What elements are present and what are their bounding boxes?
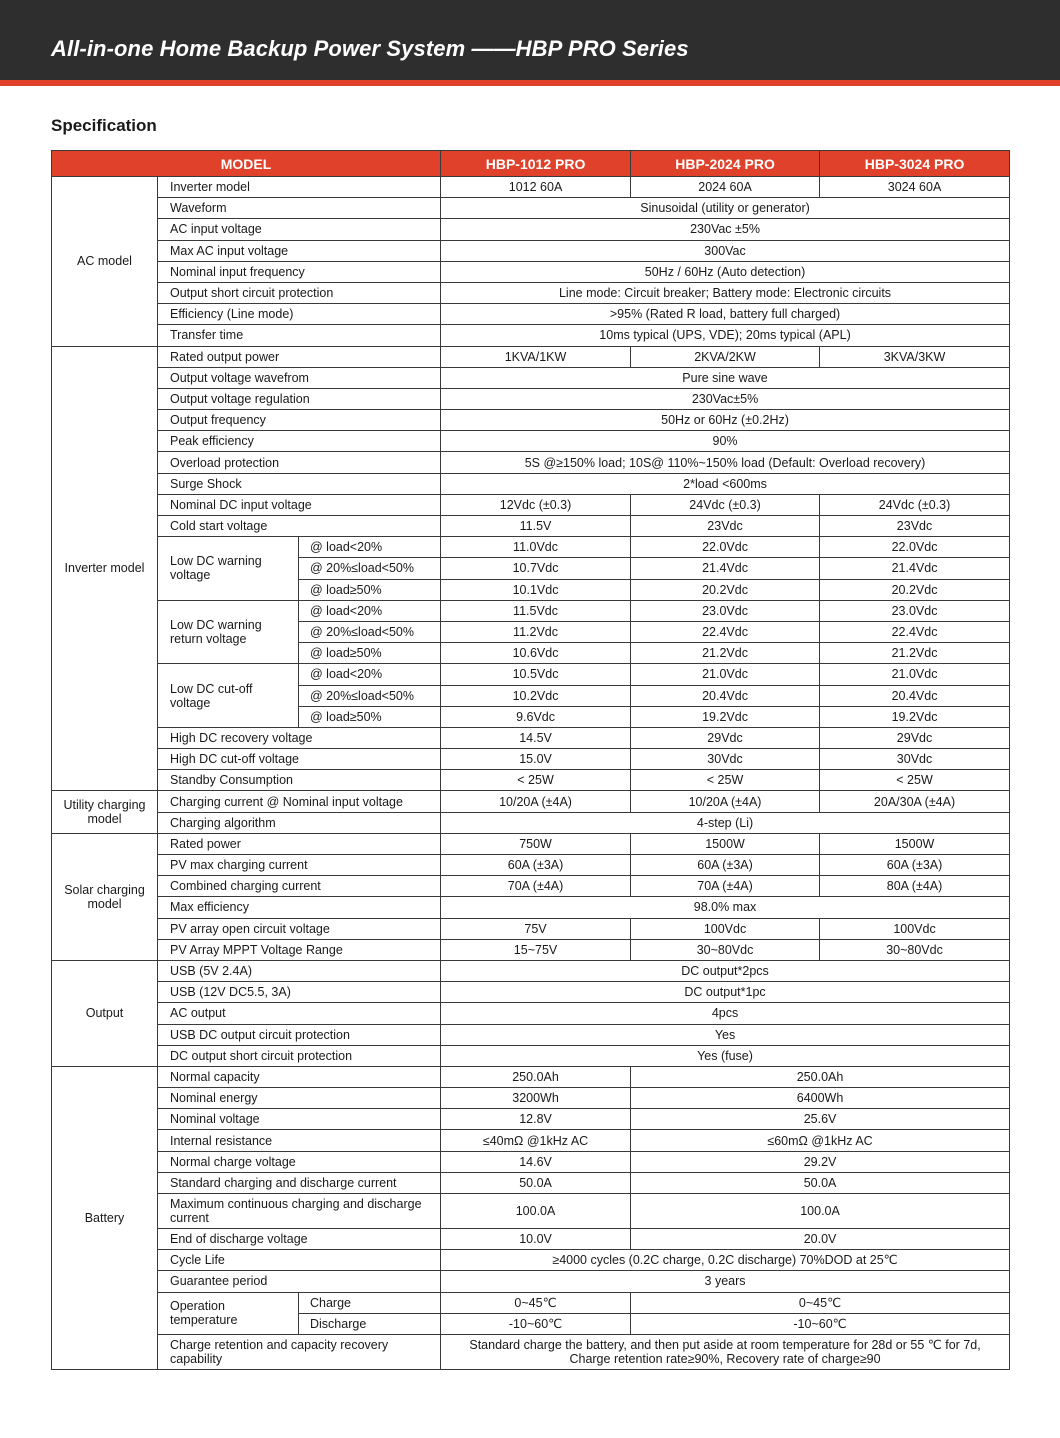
value-cell: 60A (±3A) [631, 855, 820, 876]
table-row [52, 1271, 1010, 1292]
table-row [52, 240, 1010, 261]
table-row [52, 1229, 1010, 1250]
param-label: USB (12V DC5.5, 3A) [158, 982, 441, 1003]
param-label: Output voltage regulation [158, 388, 441, 409]
table-row [52, 664, 1010, 685]
param-label: Waveform [158, 198, 441, 219]
table-row [52, 325, 1010, 346]
value-cell: 23Vdc [820, 516, 1010, 537]
table-row [52, 1194, 1010, 1229]
param-label: High DC recovery voltage [158, 727, 441, 748]
section-title: Specification [51, 116, 157, 135]
value-cell: 22.0Vdc [820, 537, 1010, 558]
table-row [52, 897, 1010, 918]
value-cell: 30Vdc [631, 749, 820, 770]
group-inverter: Inverter model [52, 346, 158, 791]
value-cell: 23.0Vdc [820, 600, 1010, 621]
table-row [52, 261, 1010, 282]
value-cell: 1012 60A [441, 177, 631, 198]
header-hbp-3024: HBP-3024 PRO [820, 151, 1010, 177]
specification-table [51, 150, 1010, 1370]
param-label: Output short circuit protection [158, 282, 441, 303]
value-cell: 0~45℃ [441, 1292, 631, 1313]
value-cell: DC output*1pc [441, 982, 1010, 1003]
value-cell: Sinusoidal (utility or generator) [441, 198, 1010, 219]
value-cell: 50.0A [441, 1172, 631, 1193]
condition-label: @ load≥50% [299, 579, 441, 600]
param-label: Overload protection [158, 452, 441, 473]
param-label: End of discharge voltage [158, 1229, 441, 1250]
value-cell: Yes (fuse) [441, 1045, 1010, 1066]
table-row [52, 770, 1010, 791]
table-row [52, 1250, 1010, 1271]
param-label: USB DC output circuit protection [158, 1024, 441, 1045]
param-label: Low DC cut-off voltage [158, 664, 299, 728]
condition-label: Discharge [299, 1313, 441, 1334]
param-label: Standby Consumption [158, 770, 441, 791]
param-label: Output voltage wavefrom [158, 367, 441, 388]
value-cell: 50Hz / 60Hz (Auto detection) [441, 261, 1010, 282]
value-cell: 4pcs [441, 1003, 1010, 1024]
value-cell: 250.0Ah [631, 1066, 1010, 1087]
value-cell: 10.5Vdc [441, 664, 631, 685]
param-label: Nominal DC input voltage [158, 494, 441, 515]
value-cell: 2024 60A [631, 177, 820, 198]
value-cell: 100Vdc [820, 918, 1010, 939]
value-cell: ≤60mΩ @1kHz AC [631, 1130, 1010, 1151]
table-row [52, 918, 1010, 939]
table-row [52, 177, 1010, 198]
param-label: Cold start voltage [158, 516, 441, 537]
param-label: AC input voltage [158, 219, 441, 240]
param-label: Rated output power [158, 346, 441, 367]
value-cell: 75V [441, 918, 631, 939]
param-label: Rated power [158, 833, 441, 854]
value-cell: 50Hz or 60Hz (±0.2Hz) [441, 410, 1010, 431]
value-cell: DC output*2pcs [441, 960, 1010, 981]
param-label: USB (5V 2.4A) [158, 960, 441, 981]
value-cell: 15.0V [441, 749, 631, 770]
param-label: Cycle Life [158, 1250, 441, 1271]
value-cell: 15~75V [441, 939, 631, 960]
value-cell: < 25W [441, 770, 631, 791]
param-label: Internal resistance [158, 1130, 441, 1151]
value-cell: < 25W [631, 770, 820, 791]
value-cell: 3KVA/3KW [820, 346, 1010, 367]
param-label: Nominal input frequency [158, 261, 441, 282]
param-label: Max efficiency [158, 897, 441, 918]
param-label: PV array open circuit voltage [158, 918, 441, 939]
value-cell: 70A (±4A) [631, 876, 820, 897]
table-row [52, 1172, 1010, 1193]
value-cell: 20.2Vdc [631, 579, 820, 600]
condition-label: @ 20%≤load<50% [299, 558, 441, 579]
table-row [52, 516, 1010, 537]
header-accent-stripe [0, 80, 1060, 86]
table-row [52, 939, 1010, 960]
value-cell: 10.2Vdc [441, 685, 631, 706]
param-label: Max AC input voltage [158, 240, 441, 261]
value-cell: 3024 60A [820, 177, 1010, 198]
param-label: Operation temperature [158, 1292, 299, 1334]
table-row [52, 494, 1010, 515]
param-label: AC output [158, 1003, 441, 1024]
param-label: Surge Shock [158, 473, 441, 494]
table-row [52, 410, 1010, 431]
table-row [52, 388, 1010, 409]
group-utility-charging: Utility charging model [52, 791, 158, 833]
param-label: Normal charge voltage [158, 1151, 441, 1172]
value-cell: 21.0Vdc [820, 664, 1010, 685]
value-cell: 100.0A [631, 1194, 1010, 1229]
param-label: Maximum continuous charging and discharge current [158, 1194, 441, 1229]
value-cell: 3 years [441, 1271, 1010, 1292]
value-cell: 2KVA/2KW [631, 346, 820, 367]
table-row [52, 1003, 1010, 1024]
value-cell: 20A/30A (±4A) [820, 791, 1010, 812]
table-row [52, 1292, 1010, 1313]
value-cell: 100.0A [441, 1194, 631, 1229]
value-cell: Line mode: Circuit breaker; Battery mode: Electronic circuits [441, 282, 1010, 303]
value-line: Charge retention rate≥90%, Recovery rate of charge≥90 [569, 1351, 881, 1366]
param-label: Normal capacity [158, 1066, 441, 1087]
value-cell: 30~80Vdc [631, 939, 820, 960]
param-label: PV Array MPPT Voltage Range [158, 939, 441, 960]
table-row [52, 1066, 1010, 1087]
value-cell: 21.4Vdc [820, 558, 1010, 579]
table-row [52, 219, 1010, 240]
value-cell: 11.5Vdc [441, 600, 631, 621]
value-cell: 11.2Vdc [441, 621, 631, 642]
value-cell: 22.0Vdc [631, 537, 820, 558]
table-row [52, 1334, 1010, 1369]
param-label: DC output short circuit protection [158, 1045, 441, 1066]
table-row [52, 600, 1010, 621]
param-label: Peak efficiency [158, 431, 441, 452]
table-row [52, 833, 1010, 854]
value-cell: 24Vdc (±0.3) [820, 494, 1010, 515]
group-output: Output [52, 960, 158, 1066]
value-cell: 1500W [631, 833, 820, 854]
value-cell: 30~80Vdc [820, 939, 1010, 960]
group-solar-charging: Solar charging model [52, 833, 158, 960]
param-label: Standard charging and discharge current [158, 1172, 441, 1193]
table-header-row [52, 151, 1010, 177]
value-cell: 29Vdc [820, 727, 1010, 748]
value-cell: 11.5V [441, 516, 631, 537]
condition-label: @ 20%≤load<50% [299, 621, 441, 642]
value-cell: 12Vdc (±0.3) [441, 494, 631, 515]
value-cell: 21.0Vdc [631, 664, 820, 685]
param-label: Low DC warning voltage [158, 537, 299, 601]
table-row [52, 304, 1010, 325]
table-row [52, 367, 1010, 388]
value-cell: 23.0Vdc [631, 600, 820, 621]
table-row [52, 473, 1010, 494]
table-row [52, 1088, 1010, 1109]
param-label: Charging algorithm [158, 812, 441, 833]
value-cell: 3200Wh [441, 1088, 631, 1109]
value-cell: 21.2Vdc [631, 643, 820, 664]
table-row [52, 1151, 1010, 1172]
value-cell: 14.6V [441, 1151, 631, 1172]
value-cell: 230Vac±5% [441, 388, 1010, 409]
value-cell: 20.2Vdc [820, 579, 1010, 600]
param-label: Charge retention and capacity recovery capability [158, 1334, 441, 1369]
table-row [52, 960, 1010, 981]
table-row [52, 1130, 1010, 1151]
value-cell: 9.6Vdc [441, 706, 631, 727]
param-label: Transfer time [158, 325, 441, 346]
value-cell: 22.4Vdc [631, 621, 820, 642]
table-row [52, 1024, 1010, 1045]
table-row [52, 749, 1010, 770]
value-cell: 20.0V [631, 1229, 1010, 1250]
value-cell: 10/20A (±4A) [441, 791, 631, 812]
value-cell: 14.5V [441, 727, 631, 748]
param-label: Efficiency (Line mode) [158, 304, 441, 325]
condition-label: @ 20%≤load<50% [299, 685, 441, 706]
value-cell: Yes [441, 1024, 1010, 1045]
value-cell: ≥4000 cycles (0.2C charge, 0.2C discharge) 70%DOD at 25℃ [441, 1250, 1010, 1271]
value-cell [441, 1334, 1010, 1369]
table-row [52, 431, 1010, 452]
table-row [52, 198, 1010, 219]
value-cell: 10/20A (±4A) [631, 791, 820, 812]
value-cell: 60A (±3A) [441, 855, 631, 876]
value-cell: 0~45℃ [631, 1292, 1010, 1313]
table-row [52, 876, 1010, 897]
value-cell: 25.6V [631, 1109, 1010, 1130]
value-cell: 6400Wh [631, 1088, 1010, 1109]
value-cell: 22.4Vdc [820, 621, 1010, 642]
condition-label: @ load<20% [299, 600, 441, 621]
header-model: MODEL [52, 151, 441, 177]
table-row [52, 812, 1010, 833]
table-row [52, 727, 1010, 748]
param-label: Nominal energy [158, 1088, 441, 1109]
value-cell: 300Vac [441, 240, 1010, 261]
table-row [52, 982, 1010, 1003]
table-row [52, 1045, 1010, 1066]
value-cell: 20.4Vdc [820, 685, 1010, 706]
value-cell: 21.4Vdc [631, 558, 820, 579]
value-cell: 23Vdc [631, 516, 820, 537]
value-cell: 80A (±4A) [820, 876, 1010, 897]
param-label: Charging current @ Nominal input voltage [158, 791, 441, 812]
value-cell: 30Vdc [820, 749, 1010, 770]
value-cell: 5S @≥150% load; 10S@ 110%~150% load (Default: Overload recovery) [441, 452, 1010, 473]
value-cell: 100Vdc [631, 918, 820, 939]
condition-label: @ load≥50% [299, 706, 441, 727]
table-row [52, 537, 1010, 558]
param-label: Nominal voltage [158, 1109, 441, 1130]
value-cell: 11.0Vdc [441, 537, 631, 558]
condition-label: @ load<20% [299, 664, 441, 685]
value-cell: 21.2Vdc [820, 643, 1010, 664]
param-label: Inverter model [158, 177, 441, 198]
value-cell: 230Vac ±5% [441, 219, 1010, 240]
value-cell: 10.6Vdc [441, 643, 631, 664]
param-label: PV max charging current [158, 855, 441, 876]
header-hbp-1012: HBP-1012 PRO [441, 151, 631, 177]
param-label: Guarantee period [158, 1271, 441, 1292]
value-cell: 10.1Vdc [441, 579, 631, 600]
value-cell: 2*load <600ms [441, 473, 1010, 494]
header-bar [0, 0, 1060, 80]
value-cell: 1KVA/1KW [441, 346, 631, 367]
param-label: High DC cut-off voltage [158, 749, 441, 770]
table-row [52, 1109, 1010, 1130]
page-title: All-in-one Home Backup Power System ——HBP PRO Series [51, 36, 689, 61]
value-cell: 1500W [820, 833, 1010, 854]
value-cell: -10~60℃ [631, 1313, 1010, 1334]
param-label: Low DC warning return voltage [158, 600, 299, 664]
value-cell: 19.2Vdc [631, 706, 820, 727]
value-cell: Pure sine wave [441, 367, 1010, 388]
value-cell: -10~60℃ [441, 1313, 631, 1334]
value-cell: 4-step (Li) [441, 812, 1010, 833]
table-row [52, 452, 1010, 473]
value-cell: 10ms typical (UPS, VDE); 20ms typical (APL) [441, 325, 1010, 346]
param-label: Combined charging current [158, 876, 441, 897]
value-cell: 12.8V [441, 1109, 631, 1130]
value-cell: 98.0% max [441, 897, 1010, 918]
value-cell: 19.2Vdc [820, 706, 1010, 727]
value-line: Standard charge the battery, and then put aside at room temperature for 28d or 55 ℃ for 7d, [469, 1337, 981, 1352]
value-cell: 24Vdc (±0.3) [631, 494, 820, 515]
value-cell: 29.2V [631, 1151, 1010, 1172]
value-cell: 250.0Ah [441, 1066, 631, 1087]
value-cell: >95% (Rated R load, battery full charged) [441, 304, 1010, 325]
value-cell: 29Vdc [631, 727, 820, 748]
table-row [52, 282, 1010, 303]
value-cell: 90% [441, 431, 1010, 452]
table-row [52, 791, 1010, 812]
value-cell: 70A (±4A) [441, 876, 631, 897]
value-cell: 10.7Vdc [441, 558, 631, 579]
value-cell: 20.4Vdc [631, 685, 820, 706]
table-row [52, 346, 1010, 367]
value-cell: 50.0A [631, 1172, 1010, 1193]
condition-label: Charge [299, 1292, 441, 1313]
table-row [52, 855, 1010, 876]
value-cell: ≤40mΩ @1kHz AC [441, 1130, 631, 1151]
condition-label: @ load≥50% [299, 643, 441, 664]
value-cell: 10.0V [441, 1229, 631, 1250]
condition-label: @ load<20% [299, 537, 441, 558]
param-label: Output frequency [158, 410, 441, 431]
value-cell: < 25W [820, 770, 1010, 791]
value-cell: 60A (±3A) [820, 855, 1010, 876]
group-battery: Battery [52, 1066, 158, 1369]
group-ac: AC model [52, 177, 158, 347]
header-hbp-2024: HBP-2024 PRO [631, 151, 820, 177]
value-cell: 750W [441, 833, 631, 854]
